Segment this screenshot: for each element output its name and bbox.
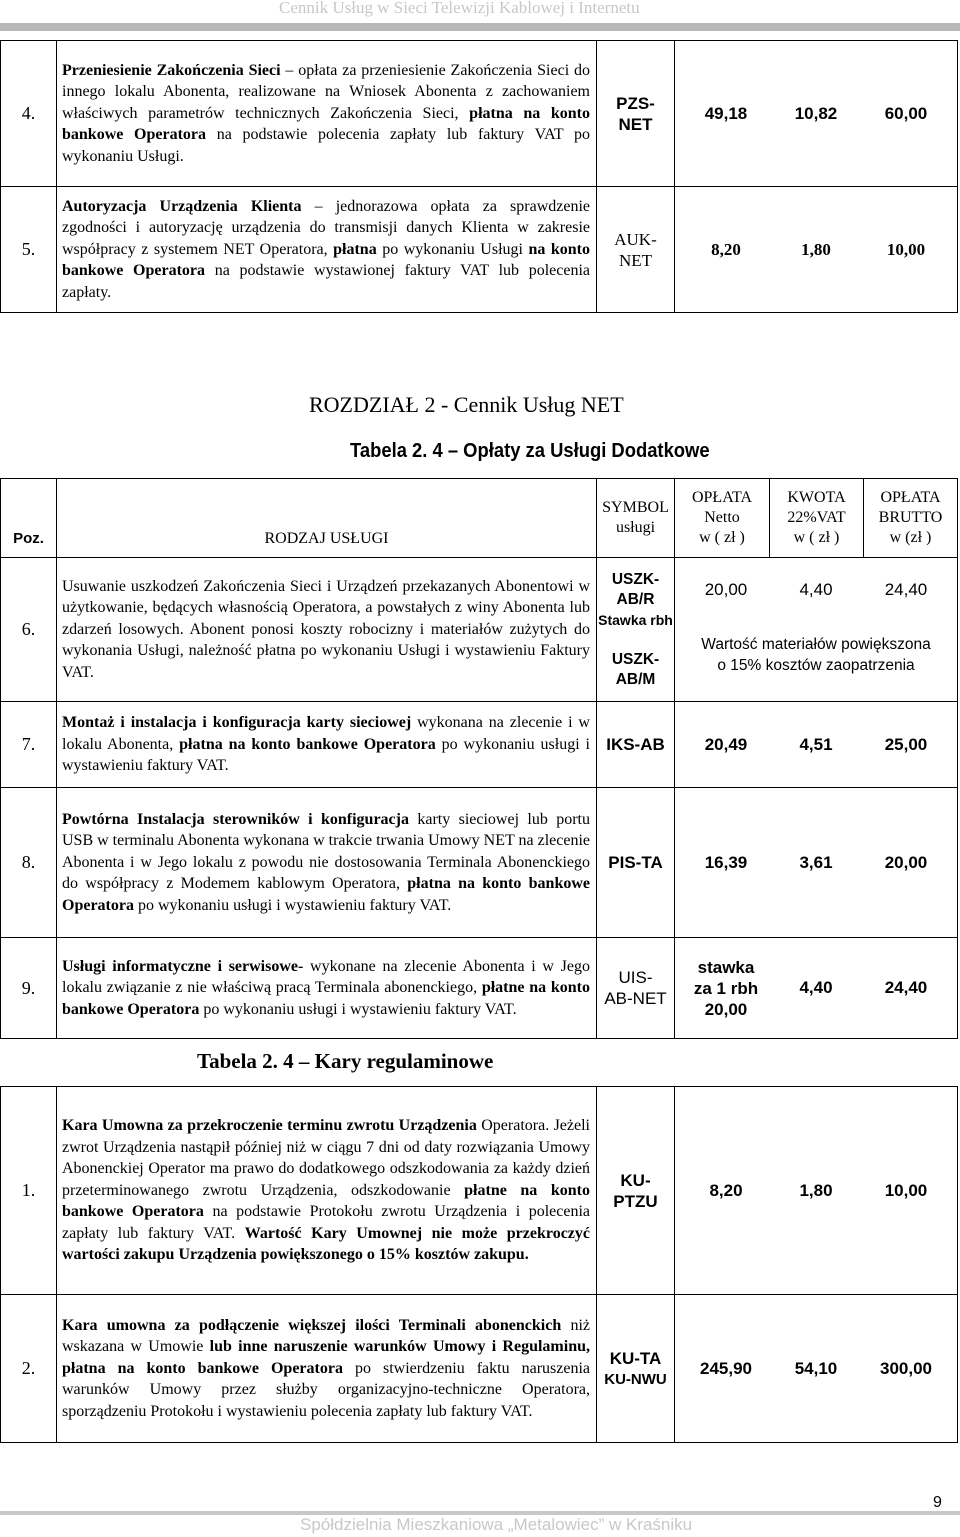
netto-line: 20,00 — [704, 999, 748, 1019]
description-run: Przeniesienie Zakończenia Sieci — [62, 61, 281, 79]
price-vat: 4,51 — [799, 734, 833, 754]
symbol-line: PZS- — [616, 93, 655, 113]
header-line: w ( zł ) — [699, 529, 745, 546]
table-row — [1, 187, 958, 313]
table-row — [1, 558, 958, 702]
header-line: KWOTA — [787, 489, 846, 506]
table-header-row — [1, 479, 958, 558]
price-netto: 8,20 — [711, 239, 741, 259]
table-row — [1, 702, 958, 788]
description-run: Wartość Kary Umownej nie może przekroczyć wartości zakupu Urządzenia powiększonego o 15% kosztów zakupu. — [62, 1224, 590, 1264]
symbol-line: USZK- — [611, 570, 660, 588]
price-cell — [675, 938, 958, 1039]
price-vat: 54,10 — [794, 1358, 838, 1378]
price-netto: 20,49 — [704, 734, 748, 754]
price-cell — [675, 187, 958, 313]
service-symbol — [597, 702, 675, 788]
price-brutto: 24,40 — [884, 580, 928, 599]
price-netto: 8,20 — [709, 1180, 743, 1200]
symbol-line: KU-NWU — [604, 1370, 667, 1388]
symbol-line: AUK- — [614, 229, 657, 249]
header-line: SYMBOL — [602, 499, 669, 516]
description-run: Autoryzacja Urządzenia Klienta — [62, 197, 302, 215]
header-line: OPŁATA — [880, 489, 941, 506]
symbol-line: AB-NET — [604, 989, 667, 1008]
service-description — [57, 187, 597, 313]
symbol-line: PIS-TA — [608, 853, 663, 872]
row-number: 4. — [1, 41, 57, 187]
row-number: 1. — [1, 1087, 57, 1295]
note-line: Wartość materiałów powiększona — [701, 636, 931, 653]
row-number: 5. — [1, 187, 57, 313]
running-header-title: Cennik Usług w Sieci Telewizji Kablowej i Internetu — [279, 0, 640, 17]
service-symbol — [597, 788, 675, 938]
column-header-rodzaj: RODZAJ USŁUGI — [57, 479, 597, 558]
header-line: usługi — [615, 519, 656, 536]
penalty-symbol — [597, 1295, 675, 1443]
table-row — [1, 938, 958, 1039]
description-run: płatna — [333, 240, 377, 258]
penalty-description — [57, 1295, 597, 1443]
header-line: BRUTTO — [878, 509, 943, 526]
price-vat: 3,61 — [799, 852, 833, 872]
price-vat: 4,40 — [799, 580, 833, 599]
price-cell — [675, 1295, 958, 1443]
price-brutto: 60,00 — [884, 103, 928, 123]
price-cell — [675, 1087, 958, 1295]
symbol-line: UIS- — [618, 968, 653, 987]
price-netto — [681, 957, 770, 1020]
price-vat: 1,80 — [801, 239, 831, 259]
description-run: Montaż i instalacja i konfiguracja karty sieciowej — [62, 714, 412, 732]
header-line: Netto — [704, 509, 740, 526]
service-description — [57, 938, 597, 1039]
top-fee-table — [0, 40, 958, 313]
price-netto: 245,90 — [700, 1358, 752, 1378]
row-number: 7. — [1, 702, 57, 788]
price-vat: 4,40 — [799, 978, 833, 997]
table-row — [1, 788, 958, 938]
service-symbol — [597, 938, 675, 1039]
netto-line: stawka — [697, 957, 755, 977]
price-cell — [675, 788, 958, 938]
description-run: karty sieciowej lub portu USB w terminalu Abonenta wykonana w trakcie trwania Umowy NET na zlecenie Abonenta i w Jego lokalu z powodu nie dostosowania Terminala Abonenckiego do współpracy z Modemem kablowym Operatora, — [62, 810, 590, 893]
symbol-line: USZK- — [611, 650, 660, 668]
description-run: po wykonaniu Usługi — [376, 240, 529, 258]
symbol-line: AB/R — [616, 590, 655, 608]
description-run: Powtórna Instalacja sterowników i konfiguracja — [62, 810, 409, 828]
price-cell — [675, 558, 958, 702]
header-line: w (zł ) — [889, 529, 932, 546]
symbol-line: KU- — [620, 1170, 651, 1190]
symbol-line: AB/M — [615, 670, 656, 688]
description-run: niż wskazana w Umowie — [62, 1316, 591, 1356]
description-run: płatna na konto bankowe Operatora — [62, 104, 591, 144]
description-run: Kara umowna za podłączenie większej ilości Terminali abonenckich — [62, 1316, 562, 1334]
description-run: na podstawie polecenia zapłaty lub faktury VAT po wykonaniu Usługi. — [62, 126, 591, 165]
row-number: 6. — [1, 558, 57, 702]
header-line: w ( zł ) — [793, 529, 840, 546]
price-netto: 20,00 — [704, 580, 748, 599]
description-run: płatna na konto bankowe Operatora — [179, 735, 436, 753]
price-cell — [675, 41, 958, 187]
footer-text: Spółdzielnia Mieszkaniowa „Metalowiec” w Kraśniku — [300, 1515, 693, 1534]
price-brutto: 300,00 — [880, 1358, 932, 1378]
materials-note — [675, 634, 957, 676]
table-row — [1, 1295, 958, 1443]
symbol-line: PTZU — [613, 1191, 658, 1211]
description-run: – jednorazowa opłata za sprawdzenie zgodności i autoryzację urządzenia do transmisji danych Klienta w zakresie współpracy z systemem NET Operatora, — [62, 197, 591, 258]
description-run: po wykonaniu usługi i wystawieniu faktury VAT. — [62, 735, 591, 775]
table-title: Tabela 2. 4 – Opłaty za Usługi Dodatkowe — [350, 440, 710, 462]
price-netto: 49,18 — [704, 103, 748, 123]
price-brutto: 24,40 — [884, 978, 928, 997]
description-run: Operatora. Jeżeli zwrot Urządzenia nastąpił później niż w ciągu 7 dni od daty rozwiązania Umowy Abonenckiej Operator ma prawo do dodatkowego odszkodowania za każdy dzień przeterminowanego zwrotu Urządzenia, odszkodowanie — [62, 1117, 590, 1199]
description-run: na konto bankowe Operatora — [62, 240, 591, 280]
description-run: płatne na konto bankowe Operatora — [62, 1181, 590, 1221]
table-row — [1, 1087, 958, 1295]
description-run: płatne na konto bankowe Operatora — [62, 979, 590, 1018]
description-run: i Urządzeń przekazanych Abonentowi w użytkowanie, będących własnością Operatora, a powstałych z winy Abonenta lub zdarzeń losowych. Abonent ponosi koszty robocizny i materiałów zużytych do wykonania Usługi, należność płatna po wykonaniu Usługi i wystawieniu Faktury VAT. — [62, 577, 590, 681]
price-brutto: 10,00 — [884, 1180, 928, 1200]
column-header-netto — [675, 479, 770, 558]
penalty-symbol — [597, 1087, 675, 1295]
service-symbol — [597, 41, 675, 187]
description-run: Usuwanie uszkodzeń Zakończenia Sieci — [62, 577, 322, 595]
note-line: o 15% kosztów zaopatrzenia — [717, 657, 915, 674]
column-header-poz: Poz. — [1, 479, 57, 558]
symbol-line: NET — [618, 250, 653, 270]
page-number: 9 — [933, 1494, 942, 1511]
price-vat: 1,80 — [799, 1180, 833, 1200]
service-symbol — [597, 187, 675, 313]
symbol-note: Stawka rbh — [598, 611, 673, 628]
row-number: 8. — [1, 788, 57, 938]
header-rule — [0, 23, 960, 31]
row-number: 9. — [1, 938, 57, 1039]
price-brutto: 25,00 — [884, 734, 928, 754]
description-run: wykonana na zlecenie i w lokalu Abonenta, — [62, 714, 590, 753]
description-run: Kara Umowna za przekroczenie terminu zwrotu Urządzenia — [62, 1117, 477, 1135]
symbol-line: KU-TA — [609, 1348, 662, 1368]
description-run: lub inne naruszenie warunków Umowy i Regulaminu, płatna na konto bankowe Operatora — [62, 1338, 590, 1377]
header-line: OPŁATA — [691, 489, 753, 506]
penalty-description — [57, 1087, 597, 1295]
column-header-brutto — [864, 479, 958, 558]
table-row — [1, 41, 958, 187]
penalties-table — [0, 1086, 958, 1443]
service-description — [57, 788, 597, 938]
service-description — [57, 702, 597, 788]
column-header-symbol — [597, 479, 675, 558]
column-header-vat — [770, 479, 864, 558]
symbol-line: NET — [618, 114, 653, 134]
description-run: po wykonaniu usługi i wystawieniu faktury VAT. — [199, 1000, 517, 1018]
price-brutto: 20,00 — [884, 852, 928, 872]
description-run: – opłata za przeniesienie Zakończenia Sieci do innego lokalu Abonenta, realizowane na Wniosek Abonenta z zachowaniem właściwych parametrów technicznych Zakończenia Sieci, — [62, 61, 590, 122]
description-run: po stwierdzeniu faktu naruszenia warunków Umowy przez służby organizacyjno-techniczne Operatora, sporządzeniu Protokołu i wystawieniu polecenia zapłaty lub faktury VAT. — [62, 1359, 591, 1420]
service-symbol — [597, 558, 675, 702]
penalties-table-title: Tabela 2. 4 – Kary regulaminowe — [197, 1049, 494, 1073]
chapter-heading: ROZDZIAŁ 2 - Cennik Usług NET — [309, 392, 624, 417]
netto-line: za 1 rbh — [693, 978, 759, 998]
description-run: płatna na konto bankowe Operatora — [62, 875, 590, 914]
description-run: na podstawie wystawionej faktury VAT lub polecenia zapłaty. — [62, 262, 591, 301]
row-number: 2. — [1, 1295, 57, 1443]
price-netto: 16,39 — [704, 852, 748, 872]
description-run: na podstawie Protokołu zwrotu Urządzenia i polecenia zapłaty lub faktury VAT. — [62, 1203, 590, 1242]
header-line: 22%VAT — [787, 509, 846, 526]
price-vat: 10,82 — [794, 103, 838, 123]
price-cell — [675, 702, 958, 788]
symbol-line: IKS-AB — [606, 735, 665, 754]
service-description — [57, 558, 597, 702]
description-run: po wykonaniu usługi i wystawieniu faktury VAT. — [133, 896, 452, 914]
service-description — [57, 41, 597, 187]
price-brutto: 10,00 — [886, 239, 926, 259]
description-run: wykonane na zlecenie Abonenta i w Jego lokalu związanie z nie właściwą pracą Terminala abonenckiego, — [62, 957, 590, 997]
description-run: Usługi informatyczne i serwisowe- — [62, 957, 304, 975]
services-table — [0, 478, 958, 1039]
